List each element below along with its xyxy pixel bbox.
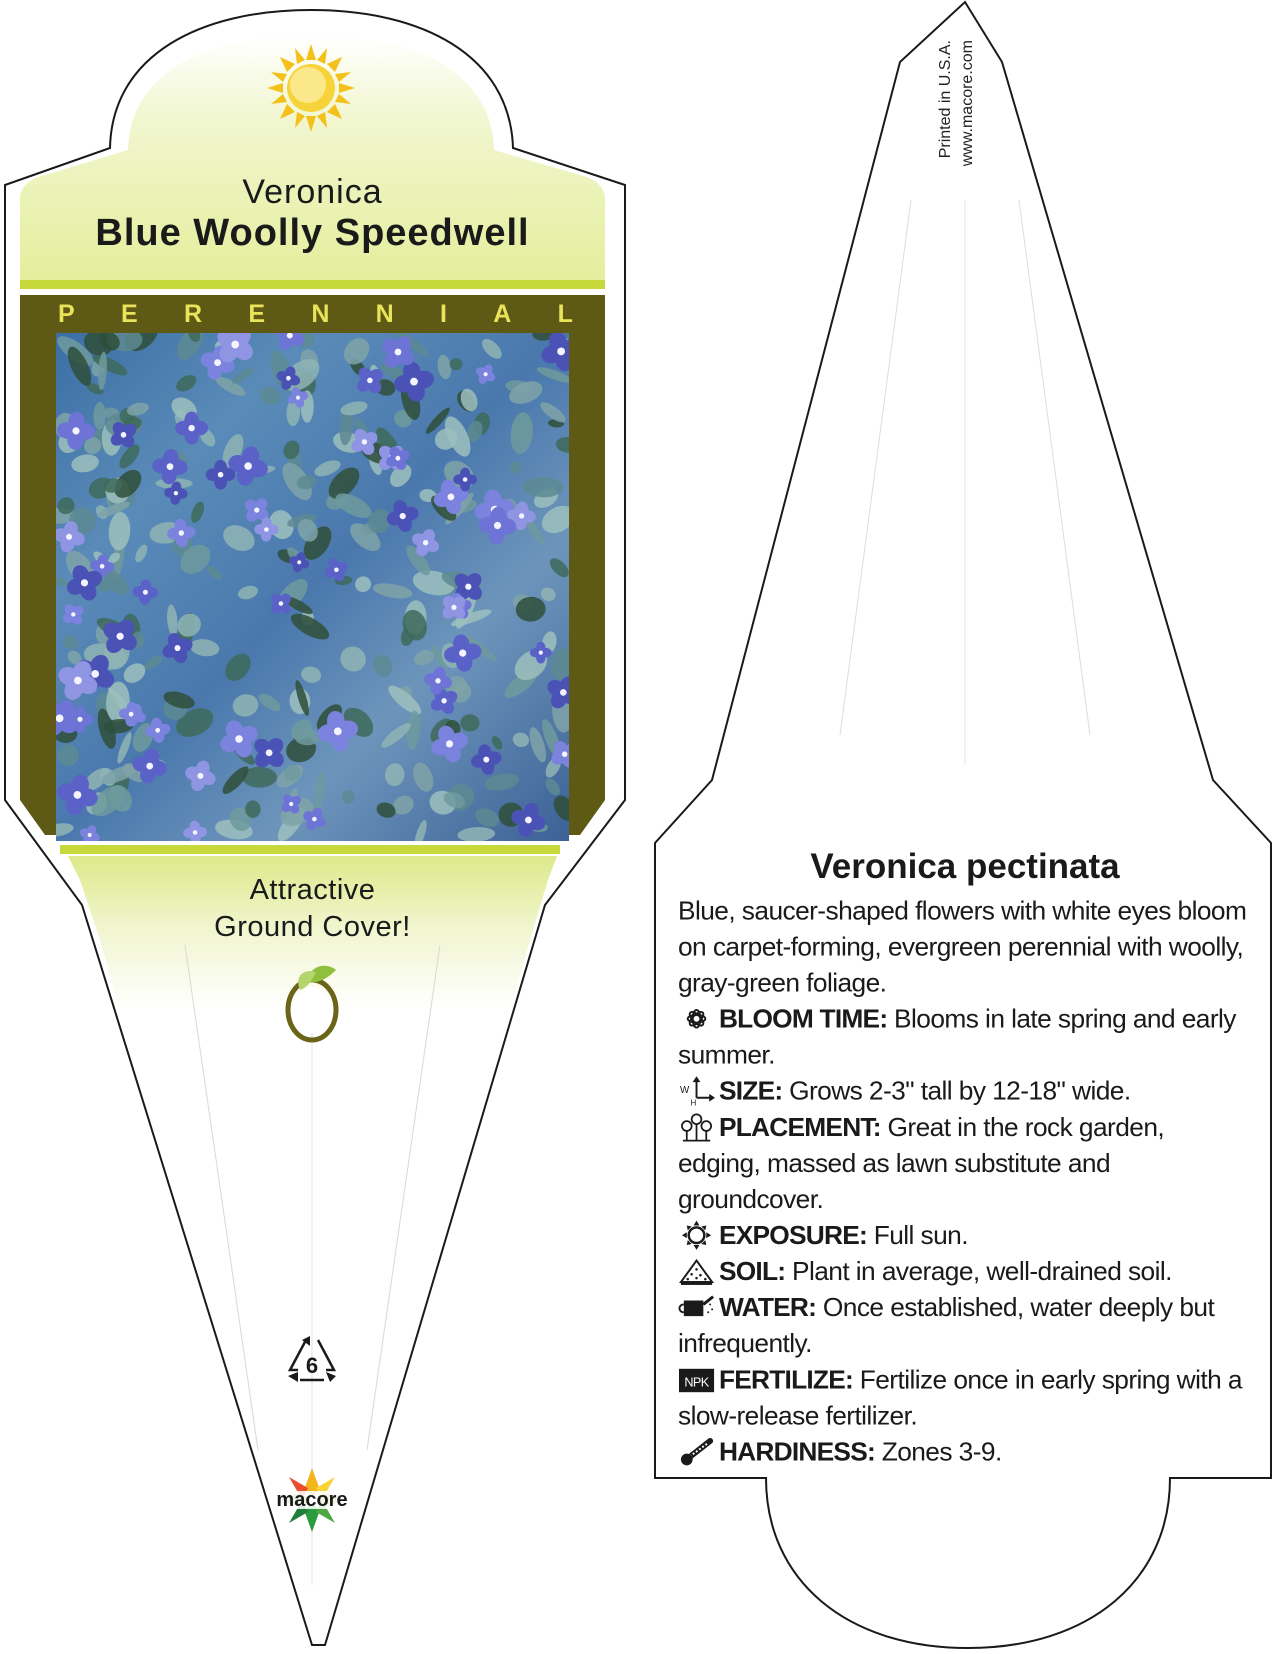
foliage-texture xyxy=(133,543,150,564)
tagline-line-2: Ground Cover! xyxy=(214,911,411,943)
foliage-texture xyxy=(60,634,80,651)
foliage-texture xyxy=(173,372,199,395)
foliage-texture xyxy=(450,358,463,370)
category-letter: R xyxy=(183,300,203,328)
foliage-texture xyxy=(93,402,106,430)
sun-icon xyxy=(267,44,355,132)
foliage-texture xyxy=(115,731,134,765)
care-label: HARDINESS: xyxy=(718,1437,875,1467)
foliage-texture xyxy=(353,574,374,595)
category-letter: E xyxy=(248,300,266,328)
foliage-texture xyxy=(508,459,524,476)
category-letter: P xyxy=(58,300,75,328)
category-letter: A xyxy=(493,300,512,328)
foliage-texture xyxy=(409,760,436,795)
soil-icon xyxy=(678,1257,715,1286)
foliage-texture xyxy=(142,653,164,673)
tagline-line-1: Attractive xyxy=(249,874,376,906)
flower-icon xyxy=(678,1004,715,1033)
care-text: Great in the rock garden, edging, massed as lawn substitute and groundcover. xyxy=(678,1112,1165,1214)
npk-text: NPK xyxy=(684,1375,709,1390)
foliage-texture xyxy=(245,800,260,818)
printed-in: Printed in U.S.A. xyxy=(937,40,954,159)
common-name-title: Blue Woolly Speedwell xyxy=(95,212,530,254)
foliage-texture xyxy=(549,791,569,825)
foliage-texture xyxy=(384,762,406,787)
watering-can-icon xyxy=(678,1293,715,1322)
foliage-texture xyxy=(372,581,414,601)
flower-texture xyxy=(472,360,500,388)
plant-photo xyxy=(56,333,569,841)
care-text: Full sun. xyxy=(873,1220,968,1250)
foliage-texture xyxy=(555,436,569,454)
foliage-texture xyxy=(341,789,356,805)
foliage-texture xyxy=(189,637,220,658)
care-text: Grows 2-3" tall by 12-18" wide. xyxy=(789,1076,1131,1106)
genus-title: Veronica xyxy=(242,173,383,211)
care-instructions xyxy=(678,893,1248,1470)
category-letter: E xyxy=(120,300,138,328)
category-letter: L xyxy=(557,300,573,328)
care-label: BLOOM TIME: xyxy=(718,1004,888,1034)
foliage-texture xyxy=(189,500,207,525)
care-text: Zones 3-9. xyxy=(881,1437,1002,1467)
care-text: Once established, water deeply but infrequently. xyxy=(678,1292,1215,1359)
foliage-texture xyxy=(547,555,569,580)
size-h-letter: H xyxy=(690,1098,696,1106)
foliage-texture xyxy=(339,333,375,370)
npk-icon xyxy=(678,1365,715,1394)
care-label: FERTILIZE: xyxy=(718,1364,853,1395)
flower-texture xyxy=(76,821,103,841)
foliage-texture xyxy=(490,734,505,751)
category-letter: I xyxy=(440,300,447,328)
foliage-texture xyxy=(479,335,506,362)
foliage-texture xyxy=(299,665,322,685)
foliage-texture xyxy=(457,826,496,841)
sun-outline-icon xyxy=(678,1221,715,1250)
care-bloom-time xyxy=(678,1001,1248,1073)
tagline xyxy=(150,872,475,946)
foliage-texture xyxy=(542,776,563,798)
foliage-texture xyxy=(257,384,283,408)
care-water xyxy=(678,1290,1248,1362)
foliage-texture xyxy=(107,511,131,551)
website: www.macore.com xyxy=(959,40,976,167)
foliage-texture xyxy=(166,604,179,636)
flower-texture xyxy=(441,632,484,675)
flower-texture xyxy=(182,820,208,841)
care-label: PLACEMENT: xyxy=(718,1112,881,1142)
category-letter: N xyxy=(375,300,394,328)
category-perennial xyxy=(58,300,573,330)
thermometer-icon xyxy=(678,1437,715,1466)
foliage-texture xyxy=(511,731,531,749)
foliage-texture xyxy=(220,649,256,686)
care-hardiness xyxy=(678,1434,1248,1470)
foliage-texture xyxy=(56,821,75,839)
flower-texture xyxy=(57,598,90,631)
recycle-number: 6 xyxy=(305,1353,319,1378)
foliage-texture xyxy=(336,642,371,677)
foliage-texture xyxy=(509,411,535,455)
care-size xyxy=(678,1073,1248,1109)
care-placement xyxy=(678,1109,1248,1217)
care-text: Fertilize once in early spring with a slow-release fertilizer. xyxy=(678,1364,1242,1431)
care-label: EXPOSURE: xyxy=(718,1220,867,1250)
foliage-texture xyxy=(412,819,429,841)
foliage-texture xyxy=(256,690,284,714)
category-letter: N xyxy=(311,300,330,328)
flower-texture xyxy=(181,756,221,796)
plant-photo-illustration xyxy=(56,333,569,841)
print-info xyxy=(937,40,977,220)
care-label: SOIL: xyxy=(718,1256,786,1286)
foliage-texture xyxy=(56,741,82,770)
description: Blue, saucer-shaped flowers with white eyes bloom on carpet-forming, evergreen perennial with woolly, gray-green foliage. xyxy=(678,895,1247,998)
foliage-texture xyxy=(370,652,396,680)
foliage-texture xyxy=(460,714,480,732)
foliage-texture xyxy=(70,452,101,475)
care-soil xyxy=(678,1254,1248,1290)
foliage-texture xyxy=(458,386,480,413)
foliage-texture xyxy=(236,583,259,601)
care-text: Blooms in late spring and early summer. xyxy=(678,1004,1236,1070)
care-exposure xyxy=(678,1218,1248,1254)
care-text: Plant in average, well-drained soil. xyxy=(791,1256,1172,1286)
care-fertilize xyxy=(678,1362,1248,1434)
foliage-texture xyxy=(230,365,256,386)
care-label: WATER: xyxy=(718,1292,817,1322)
flower-texture xyxy=(132,579,159,606)
brand-name: macore xyxy=(276,1489,348,1511)
species-name: Veronica pectinata xyxy=(810,847,1120,886)
foliage-texture xyxy=(230,692,260,720)
foliage-texture xyxy=(472,804,502,830)
foliage-texture xyxy=(313,771,326,815)
size-w-letter: W xyxy=(679,1084,689,1096)
flower-texture xyxy=(383,496,423,536)
foliage-texture xyxy=(205,563,225,582)
size-arrows-icon xyxy=(678,1076,715,1105)
foliage-texture xyxy=(219,520,259,556)
plants-icon xyxy=(678,1112,715,1141)
care-label: SIZE: xyxy=(718,1076,783,1106)
